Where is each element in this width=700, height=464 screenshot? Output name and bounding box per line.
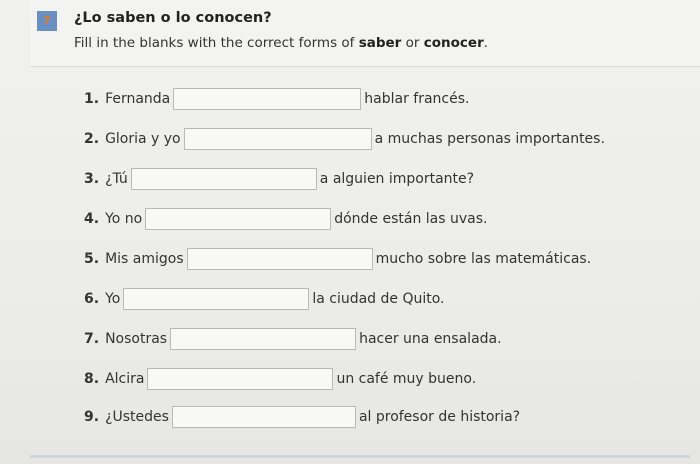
answer-field-8[interactable]: [147, 368, 333, 390]
item-before-text: Gloria y yo: [105, 131, 181, 147]
list-item: [84, 86, 469, 112]
keyword-conocer: conocer: [423, 35, 484, 51]
item-before-text: ¿Tú: [105, 171, 128, 187]
item-after-text: la ciudad de Quito.: [312, 291, 445, 307]
item-number: 7.: [84, 331, 100, 347]
item-after-text: a muchas personas importantes.: [374, 131, 605, 147]
list-item: [84, 326, 502, 352]
answer-field-4[interactable]: [145, 208, 331, 230]
list-item: [84, 126, 605, 152]
item-number: 2.: [84, 131, 100, 147]
question-title: ¿Lo saben o lo conocen?: [74, 10, 272, 26]
item-after-text: dónde están las uvas.: [334, 211, 488, 227]
item-number: 3.: [84, 171, 100, 187]
answer-field-1[interactable]: [173, 88, 361, 110]
item-number: 8.: [84, 371, 100, 387]
item-number: 4.: [84, 211, 100, 227]
instructions-mid: or: [401, 35, 424, 51]
question-number-badge: 7: [37, 11, 57, 31]
item-before-text: Mis amigos: [105, 251, 184, 267]
list-item: [84, 206, 488, 232]
answer-field-2[interactable]: [184, 128, 372, 150]
instructions-suffix: .: [483, 35, 489, 51]
answer-field-3[interactable]: [131, 168, 317, 190]
item-before-text: Yo no: [105, 211, 143, 227]
item-after-text: a alguien importante?: [319, 171, 475, 187]
item-after-text: un café muy bueno.: [336, 371, 477, 387]
item-number: 6.: [84, 291, 100, 307]
list-item: [84, 366, 476, 392]
item-before-text: Yo: [105, 291, 121, 307]
item-number: 9.: [84, 409, 100, 425]
item-number: 1.: [84, 91, 100, 107]
section-divider: [30, 455, 690, 458]
item-after-text: hablar francés.: [364, 91, 470, 107]
list-item: [84, 404, 520, 430]
list-item: [84, 286, 445, 312]
instructions-prefix: Fill in the blanks with the correct forms of: [74, 35, 359, 51]
item-after-text: al profesor de historia?: [358, 409, 521, 425]
item-after-text: mucho sobre las matemáticas.: [375, 251, 592, 267]
answer-field-6[interactable]: [123, 288, 309, 310]
item-after-text: hacer una ensalada.: [359, 331, 502, 347]
keyword-saber: saber: [358, 35, 402, 51]
instructions: [74, 35, 488, 51]
item-before-text: Alcira: [105, 371, 145, 387]
list-item: [84, 246, 591, 272]
list-item: [84, 166, 474, 192]
item-number: 5.: [84, 251, 100, 267]
answer-field-7[interactable]: [170, 328, 356, 350]
item-before-text: Fernanda: [105, 91, 171, 107]
item-before-text: ¿Ustedes: [105, 409, 169, 425]
answer-field-9[interactable]: [172, 406, 356, 428]
answer-field-5[interactable]: [187, 248, 373, 270]
item-before-text: Nosotras: [105, 331, 168, 347]
